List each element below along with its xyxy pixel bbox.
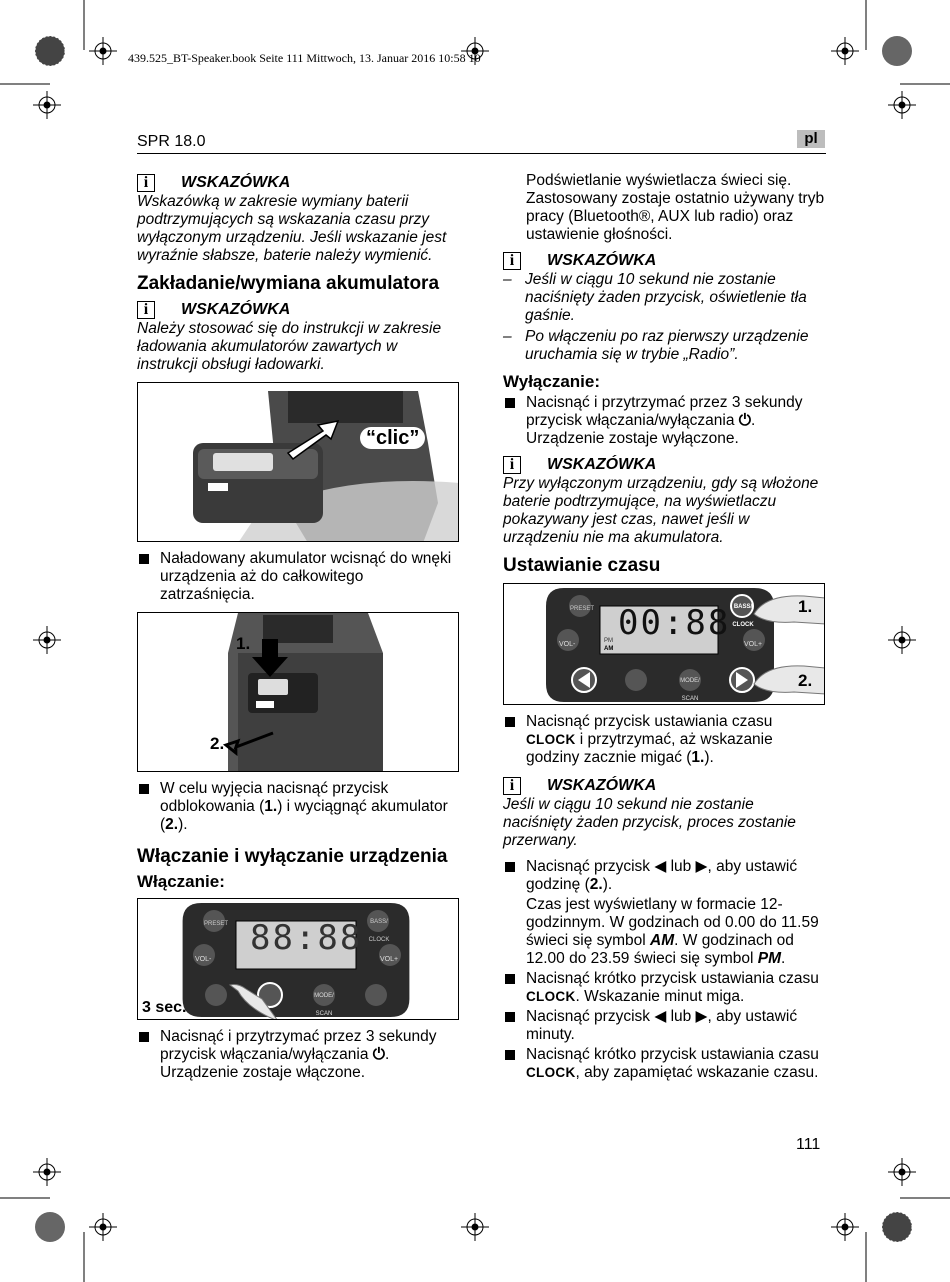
vol-minus-label: VOL- (559, 641, 576, 648)
am-symbol: AM (650, 932, 675, 949)
section-heading-time: Ustawianie czasu (503, 555, 661, 576)
info-icon: i (503, 777, 521, 795)
note-title: WSKAZÓWKA (547, 455, 657, 473)
bullet-text: Nacisnąć przycisk ◀ lub ▶, aby ustawić godzinę ( (526, 858, 798, 893)
subheading-on: Włączanie: (137, 872, 225, 891)
bullet-text: . Wskazanie minut miga. (575, 988, 745, 1005)
bullet-text: ). (178, 816, 188, 833)
note-text: Jeśli w ciągu 10 sekund nie zostanie naciśnięty żaden przycisk, oświetlenie tła gaśnie. (525, 271, 807, 324)
info-icon: i (137, 301, 155, 319)
paragraph-text: Czas jest wyświetlany w formacie 12-godzinnym. W godzinach od 0.00 do 11.59 świeci się symbol (526, 896, 819, 949)
bullet-power-on (137, 1028, 459, 1082)
dash-marker: – (503, 271, 512, 288)
bullet-remove-battery (137, 780, 459, 834)
bullet-square-icon (505, 398, 515, 408)
bullet-text: ). (704, 749, 714, 766)
page-number: 111 (796, 1136, 821, 1153)
header-rule (137, 153, 826, 154)
note-backlight (503, 250, 825, 364)
remove-battery-illustration (138, 613, 459, 772)
bullet-square-icon (505, 862, 515, 872)
bullet-set-minutes (503, 1008, 825, 1044)
figure-remove-battery (137, 612, 459, 772)
info-icon: i (503, 456, 521, 474)
section-heading-power: Włączanie i wyłączanie urządzenia (137, 846, 448, 867)
info-icon: i (137, 174, 155, 192)
bullet-text: Nacisnąć i przytrzymać przez 3 sekundy przycisk włączania/wyłączania (526, 394, 803, 429)
note-text: Po włączeniu po raz pierwszy urządzenie uruchamia się w trybie „Radio”. (525, 328, 809, 363)
paragraph-text: . W godzinach od 12.00 do 23.59 świeci się symbol (526, 932, 794, 967)
note-display-off (503, 454, 825, 547)
ref-number: 1. (264, 798, 278, 815)
note-dash-item (503, 271, 825, 325)
note-dash-item (503, 328, 825, 364)
note-text: Jeśli w ciągu 10 sekund nie zostanie naciśnięty żaden przycisk, proces zostanie przerwany. (503, 796, 796, 849)
vol-plus-label: VOL+ (380, 956, 399, 963)
lcd-am-indicator: AM (604, 646, 614, 652)
bullet-text: Nacisnąć i przytrzymać przez 3 sekundy przycisk włączania/wyłączania (160, 1028, 437, 1063)
note-text: Należy stosować się do instrukcji w zakresie ładowania akumulatorów zawartych w instrukcji obsługi ładowarki. (137, 320, 442, 373)
bullet-square-icon (505, 717, 515, 727)
vol-plus-label: VOL+ (744, 641, 763, 648)
paragraph-12h-format (503, 896, 825, 968)
ref-number: 2. (589, 876, 603, 893)
clic-label: “clic” (360, 427, 425, 449)
note-title: WSKAZÓWKA (181, 300, 291, 318)
bullet-text: ) i wyciągnąć akumulator ( (160, 798, 448, 833)
bass-clock-button-label: BASS/ CLOCK (732, 604, 754, 628)
clock-button-name: CLOCK (526, 989, 576, 1004)
note-text: Przy wyłączonym urządzeniu, gdy są włożone baterie podtrzymujące, na wyświetlaczu pokazywany jest czas, nawet jeśli w urządzeniu nie ma akumulatora. (503, 475, 819, 546)
bullet-insert-battery (137, 550, 459, 604)
bullet-text: i przytrzymać, aż wskazanie godziny zacznie migać ( (526, 731, 773, 766)
lcd-pm-indicator: PM (604, 638, 613, 644)
figure-set-time-panel (503, 583, 825, 705)
ref-number: 1. (691, 749, 705, 766)
bullet-text: Nacisnąć krótko przycisk ustawiania czasu (526, 970, 819, 987)
bullet-square-icon (505, 974, 515, 984)
bullet-short-press-clock (503, 970, 825, 1006)
bullet-square-icon (139, 784, 149, 794)
power-icon: ⏻ (738, 412, 752, 429)
power-icon: ⏻ (372, 1046, 386, 1063)
step-label-1: 1. (798, 597, 813, 616)
note-timeout (503, 775, 825, 850)
bullet-save-time (503, 1046, 825, 1082)
bullet-square-icon (139, 554, 149, 564)
bullet-square-icon (139, 1032, 149, 1042)
note-text: Wskazówką w zakresie wymiany baterii podtrzymujących są wskazania czasu przy wyłączonym urządzeniu. Jeśli wskazanie jest wyraźnie słabsze, baterie należy wymienić. (137, 193, 447, 264)
left-column (137, 172, 459, 1084)
ref-number: 2. (165, 816, 179, 833)
figure-insert-battery (137, 382, 459, 542)
bullet-square-icon (505, 1050, 515, 1060)
note-charging (137, 299, 459, 374)
mode-scan-label: MODE/ SCAN (314, 993, 334, 1017)
bass-clock-button-label: BASS/ CLOCK (368, 919, 390, 943)
pm-symbol: PM (757, 950, 782, 967)
paragraph-text: . (781, 950, 786, 967)
bullet-power-off (503, 394, 825, 448)
bullet-text: . Urządzenie zostaje wyłączone. (526, 412, 756, 447)
bullet-text: , aby zapamiętać wskazanie czasu. (575, 1064, 819, 1081)
bullet-hold-clock (503, 713, 825, 767)
mode-scan-label: MODE/ SCAN (680, 678, 700, 702)
bullet-text: ). (602, 876, 613, 893)
clock-button-name: CLOCK (526, 732, 576, 747)
note-backup-batteries (137, 172, 459, 265)
section-heading-battery: Zakładanie/wymiana akumulatora (137, 273, 440, 294)
clock-button-name: CLOCK (526, 1065, 576, 1080)
note-title: WSKAZÓWKA (547, 251, 657, 269)
preset-button-label: PRESET (204, 921, 229, 927)
bullet-text: Nacisnąć przycisk ustawiania czasu (526, 713, 773, 730)
language-badge: pl (797, 130, 825, 148)
bullet-set-hour (503, 858, 825, 894)
bullet-text: W celu wyjęcia nacisnąć przycisk odblokowania ( (160, 780, 389, 815)
file-info: 439.525_BT-Speaker.book Seite 111 Mittwoch, 13. Januar 2016 10:58 10 (128, 51, 481, 65)
bullet-text: . Urządzenie zostaje włączone. (160, 1046, 390, 1081)
paragraph-backlight: Podświetlanie wyświetlacza świeci się. Zastosowany zostaje ostatnio używany tryb pracy (Bluetooth®, AUX lub radio) oraz ustawienie głośności. (526, 172, 825, 243)
step-label-2: 2. (798, 671, 813, 690)
bullet-text: Nacisnąć przycisk ◀ lub ▶, aby ustawić minuty. (526, 1008, 798, 1043)
note-title: WSKAZÓWKA (547, 776, 657, 794)
info-icon: i (503, 252, 521, 270)
step-label-2: 2. (210, 734, 225, 753)
right-column (503, 172, 825, 1084)
subheading-off: Wyłączanie: (503, 372, 601, 391)
figure-power-on-panel (137, 898, 459, 1020)
lcd-display: 00:88 (618, 603, 731, 643)
bullet-square-icon (505, 1012, 515, 1022)
dash-marker: – (503, 328, 512, 345)
preset-button-label: PRESET (570, 606, 595, 612)
bullet-text: Naładowany akumulator wcisnąć do wnęki urządzenia aż do całkowitego zatrzaśnięcia. (160, 550, 452, 603)
bullet-text: Nacisnąć krótko przycisk ustawiania czasu (526, 1046, 819, 1063)
note-title: WSKAZÓWKA (181, 173, 291, 191)
model-name: SPR 18.0 (137, 133, 206, 150)
insert-battery-illustration (138, 383, 459, 542)
vol-minus-label: VOL- (195, 956, 212, 963)
step-label-1: 1. (236, 634, 251, 653)
hold-duration-label: 3 sec. (142, 999, 187, 1016)
lcd-display: 88:88 (250, 918, 363, 958)
